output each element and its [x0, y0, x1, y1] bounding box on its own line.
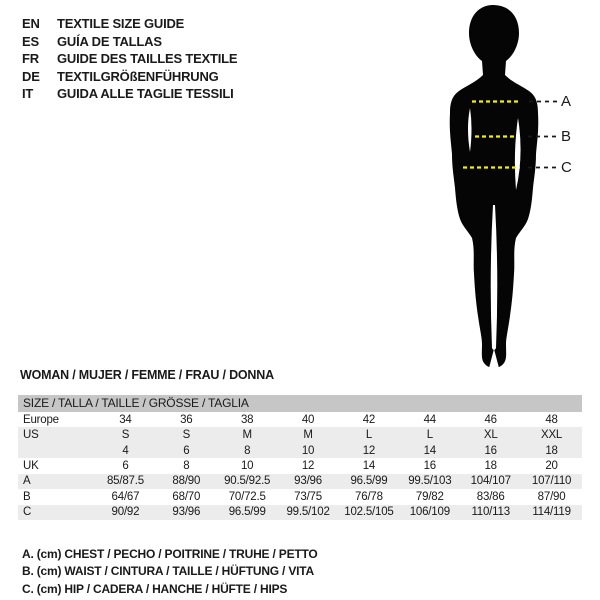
- table-cell: 4: [122, 444, 129, 457]
- table-cell: XL: [483, 429, 498, 442]
- language-title-text: GUIDE DES TAILLES TEXTILE: [57, 51, 238, 67]
- table-row: [18, 458, 582, 473]
- table-cell: 96.5/99: [350, 475, 388, 488]
- table-cell: 40: [301, 413, 315, 426]
- table-cell: 102.5/105: [344, 506, 394, 519]
- table-row: [18, 474, 582, 489]
- table-row-label: C: [23, 506, 32, 519]
- table-cell: 6: [122, 460, 129, 473]
- table-cell: 8: [183, 460, 190, 473]
- table-cell: 10: [301, 444, 315, 457]
- table-cell: 107/110: [531, 475, 572, 488]
- language-code: IT: [22, 86, 34, 102]
- table-cell: 73/75: [294, 490, 322, 503]
- table-cell: 6: [183, 444, 190, 457]
- table-cell: 88/90: [172, 475, 201, 488]
- table-cell: 16: [423, 460, 437, 473]
- language-title-text: TEXTILGRÖßENFÜHRUNG: [57, 68, 219, 84]
- size-table-header: SIZE / TALLA / TAILLE / GRÖSSE / TAGLIA: [18, 395, 582, 412]
- table-cell: M: [303, 429, 313, 442]
- legend-row: B. (cm) WAIST / CINTURA / TAILLE / HÜFTUNG / VITA: [22, 564, 314, 579]
- table-cell: 16: [484, 444, 497, 457]
- table-cell: 87/90: [537, 490, 566, 503]
- language-row-de: [22, 68, 237, 86]
- table-cell: 114/119: [532, 506, 571, 519]
- language-code: EN: [22, 16, 40, 32]
- table-cell: 12: [301, 460, 315, 473]
- table-cell: 12: [362, 444, 376, 457]
- measurement-legend: [22, 545, 318, 598]
- language-title-text: GUIDA ALLE TAGLIE TESSILI: [57, 86, 234, 102]
- woman-silhouette-figure: [430, 0, 600, 375]
- table-row: [18, 505, 582, 520]
- table-row: [18, 489, 582, 504]
- language-title-text: GUÍA DE TALLAS: [57, 33, 162, 49]
- table-cell: 83/86: [476, 490, 505, 503]
- table-cell: 96.5/99: [228, 506, 266, 519]
- language-row-es: [22, 33, 237, 51]
- table-cell: 14: [362, 460, 376, 473]
- table-cell: 106/109: [409, 506, 450, 519]
- language-row-it: [22, 85, 237, 103]
- table-cell: 104/107: [470, 475, 511, 488]
- marker-letter-b: B: [561, 128, 572, 145]
- table-row: [18, 427, 582, 442]
- table-cell: 48: [545, 413, 558, 426]
- table-cell: 18: [484, 460, 497, 473]
- table-cell: 93/96: [294, 475, 322, 488]
- table-cell: 20: [545, 460, 558, 473]
- marker-letter-c: C: [561, 159, 572, 176]
- language-code: ES: [22, 33, 39, 49]
- table-cell: 79/82: [415, 490, 444, 503]
- section-title: WOMAN / MUJER / FEMME / FRAU / DONNA: [20, 368, 274, 382]
- table-cell: 70/72.5: [228, 490, 266, 503]
- table-cell: 90/92: [111, 506, 140, 519]
- table-cell: 68/70: [172, 490, 201, 503]
- size-table-body: [18, 412, 582, 520]
- marker-letter-a: A: [561, 93, 572, 110]
- table-cell: 99.5/102: [286, 506, 330, 519]
- table-cell: 90.5/92.5: [224, 475, 271, 488]
- table-row-label: A: [23, 475, 31, 488]
- table-cell: 93/96: [172, 506, 201, 519]
- table-row-label: UK: [23, 460, 39, 473]
- language-title-list: [22, 15, 237, 103]
- table-cell: S: [182, 429, 191, 442]
- table-cell: M: [242, 429, 252, 442]
- language-code: FR: [22, 51, 39, 67]
- table-row-label: US: [23, 429, 39, 442]
- size-table: [18, 395, 582, 520]
- table-cell: 34: [119, 413, 132, 426]
- table-cell: 36: [180, 413, 193, 426]
- language-code: DE: [22, 68, 40, 84]
- table-row-label: Europe: [23, 413, 59, 426]
- table-cell: 99.5/103: [408, 475, 452, 488]
- table-cell: 42: [362, 413, 376, 426]
- table-cell: 85/87.5: [106, 475, 144, 488]
- legend-row: C. (cm) HIP / CADERA / HANCHE / HÜFTE / HIPS: [22, 581, 288, 596]
- table-cell: XXL: [540, 429, 563, 442]
- table-row: [18, 443, 582, 458]
- language-title-text: TEXTILE SIZE GUIDE: [57, 16, 185, 32]
- table-cell: 46: [484, 413, 497, 426]
- table-cell: L: [365, 429, 373, 442]
- table-cell: 76/78: [355, 490, 383, 503]
- table-cell: 10: [240, 460, 254, 473]
- table-cell: 38: [240, 413, 254, 426]
- table-cell: 14: [423, 444, 437, 457]
- table-row: [18, 412, 582, 427]
- table-cell: L: [426, 429, 433, 442]
- table-cell: 110/113: [471, 506, 510, 519]
- table-row-label: B: [23, 490, 31, 503]
- table-cell: 18: [545, 444, 558, 457]
- legend-row: A. (cm) CHEST / PECHO / POITRINE / TRUHE / PETTO: [22, 546, 318, 561]
- language-row-fr: [22, 50, 237, 68]
- table-cell: 64/67: [111, 490, 140, 503]
- table-cell: S: [121, 429, 130, 442]
- language-row-en: [22, 15, 237, 33]
- table-cell: 8: [244, 444, 251, 457]
- table-cell: 44: [423, 413, 437, 426]
